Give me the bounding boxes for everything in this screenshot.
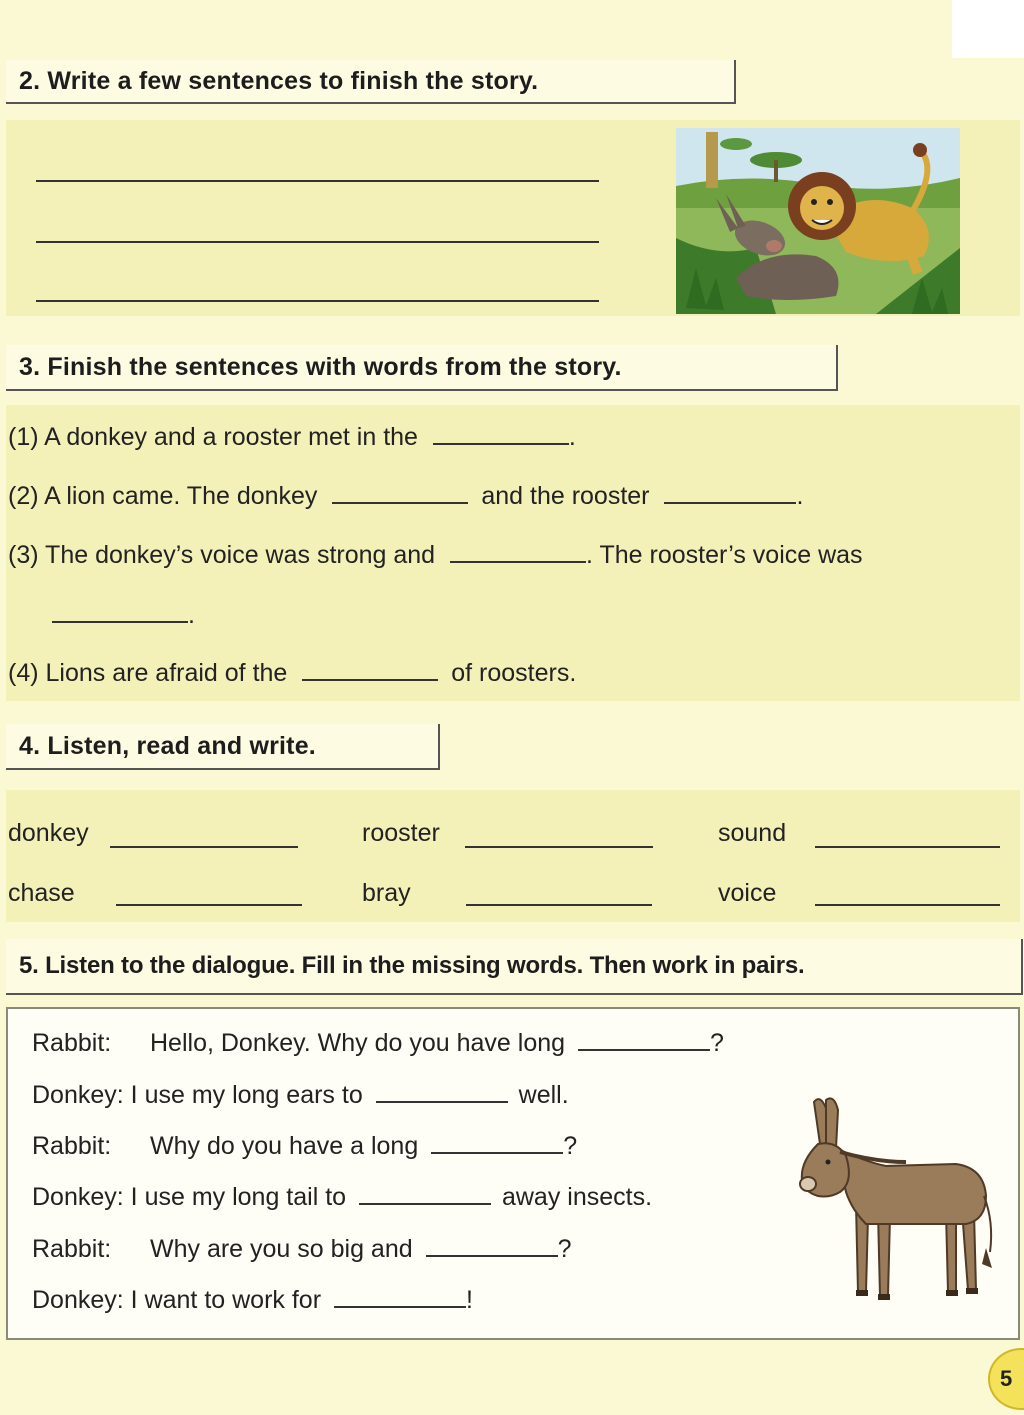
donkey-ear-right <box>826 1098 838 1148</box>
dialogue-line-5 <box>32 1234 572 1264</box>
dialogue-line-4-end: away insects. <box>501 1183 653 1211</box>
exercise-5-heading <box>6 939 1023 995</box>
exercise-5-heading-text: 5. Listen to the dialogue. Fill in the missing words. Then work in pairs. <box>19 952 805 979</box>
sentence-1-text: (1) A donkey and a rooster met in the <box>8 423 418 451</box>
donkey-illustration <box>796 1092 996 1310</box>
sentence-2-text: (2) A lion came. The donkey <box>8 482 318 510</box>
sentence-3-after: . The rooster’s voice was <box>586 541 863 569</box>
dialogue-blank-3[interactable] <box>431 1131 563 1154</box>
word-rooster-blank[interactable] <box>465 846 653 848</box>
exercise-3-heading <box>6 345 838 391</box>
exercise-4-heading <box>6 724 440 770</box>
speaker-5: Rabbit: <box>32 1235 112 1263</box>
blank-1-1[interactable] <box>433 422 569 445</box>
sentence-1 <box>8 422 576 452</box>
sentence-1-end: . <box>568 423 576 451</box>
page-number-badge <box>988 1348 1024 1410</box>
tree-trunk <box>706 132 718 188</box>
word-voice-blank[interactable] <box>815 904 1000 906</box>
speaker-4: Donkey: <box>32 1183 124 1211</box>
word-donkey: donkey <box>8 819 89 847</box>
word-rooster: rooster <box>362 819 440 847</box>
speaker-1: Rabbit: <box>32 1029 112 1057</box>
dialogue-line-5-end: ? <box>557 1235 572 1263</box>
exercise-2-heading <box>6 60 736 104</box>
dialogue-blank-5[interactable] <box>426 1234 558 1257</box>
exercise-4-area <box>6 790 1020 922</box>
word-sound: sound <box>718 819 787 847</box>
sentence-4-text: (4) Lions are afraid of the <box>8 659 288 687</box>
dialogue-line-2-end: well. <box>518 1081 569 1109</box>
dialogue-line-3-text: Why do you have a long <box>150 1132 419 1160</box>
word-sound-blank[interactable] <box>815 846 1000 848</box>
sentence-3-text: (3) The donkey’s voice was strong and <box>8 541 436 569</box>
blank-3-1[interactable] <box>450 540 586 563</box>
sentence-3-continued <box>52 600 195 630</box>
word-chase-blank[interactable] <box>116 904 302 906</box>
exercise-3-heading-text: 3. Finish the sentences with words from the story. <box>19 352 622 381</box>
dialogue-line-2-text: I use my long ears to <box>130 1081 363 1109</box>
lion-and-donkey-illustration <box>676 128 960 314</box>
dialogue-line-6 <box>32 1285 473 1315</box>
dialogue-line-2 <box>32 1080 569 1110</box>
sentence-2-middle: and the rooster <box>481 482 650 510</box>
dialogue-blank-6[interactable] <box>334 1285 466 1308</box>
writing-line-1[interactable] <box>36 180 599 182</box>
dialogue-line-4-text: I use my long tail to <box>130 1183 347 1211</box>
dialogue-line-1-text: Hello, Donkey. Why do you have long <box>150 1029 566 1057</box>
word-chase: chase <box>8 879 75 907</box>
speaker-6: Donkey: <box>32 1286 124 1314</box>
sentence-3-end: . <box>188 601 195 629</box>
speaker-3: Rabbit: <box>32 1132 112 1160</box>
writing-line-3[interactable] <box>36 300 599 302</box>
exercise-2-heading-text: 2. Write a few sentences to finish the story. <box>19 66 539 95</box>
dialogue-line-4 <box>32 1182 652 1212</box>
sentence-2-end: . <box>796 482 804 510</box>
blank-2-2[interactable] <box>664 481 796 504</box>
sentence-4-after: of roosters. <box>451 659 577 687</box>
dialogue-line-1 <box>32 1028 724 1058</box>
page-corner <box>952 0 1024 58</box>
sentence-3 <box>8 540 863 570</box>
dialogue-line-3 <box>32 1131 577 1161</box>
page-number: 5 <box>1000 1366 1013 1391</box>
dialogue-line-1-end: ? <box>710 1029 724 1057</box>
dialogue-blank-1[interactable] <box>578 1028 710 1051</box>
dialogue-line-6-text: I want to work for <box>130 1286 322 1314</box>
speaker-2: Donkey: <box>32 1081 124 1109</box>
blank-3-2[interactable] <box>52 600 188 623</box>
writing-line-2[interactable] <box>36 241 599 243</box>
word-donkey-blank[interactable] <box>110 846 298 848</box>
word-bray: bray <box>362 879 411 907</box>
word-bray-blank[interactable] <box>466 904 652 906</box>
sentence-2 <box>8 481 803 511</box>
word-voice: voice <box>718 879 777 907</box>
dialogue-line-6-end: ! <box>465 1286 473 1314</box>
dialogue-blank-4[interactable] <box>359 1182 491 1205</box>
sentence-4 <box>8 658 576 688</box>
dialogue-line-3-end: ? <box>563 1132 578 1160</box>
donkey-body <box>836 1148 986 1224</box>
exercise-4-heading-text: 4. Listen, read and write. <box>19 731 316 760</box>
dialogue-line-5-text: Why are you so big and <box>150 1235 413 1263</box>
blank-4-1[interactable] <box>302 658 438 681</box>
blank-2-1[interactable] <box>332 481 468 504</box>
dialogue-blank-2[interactable] <box>376 1080 508 1103</box>
